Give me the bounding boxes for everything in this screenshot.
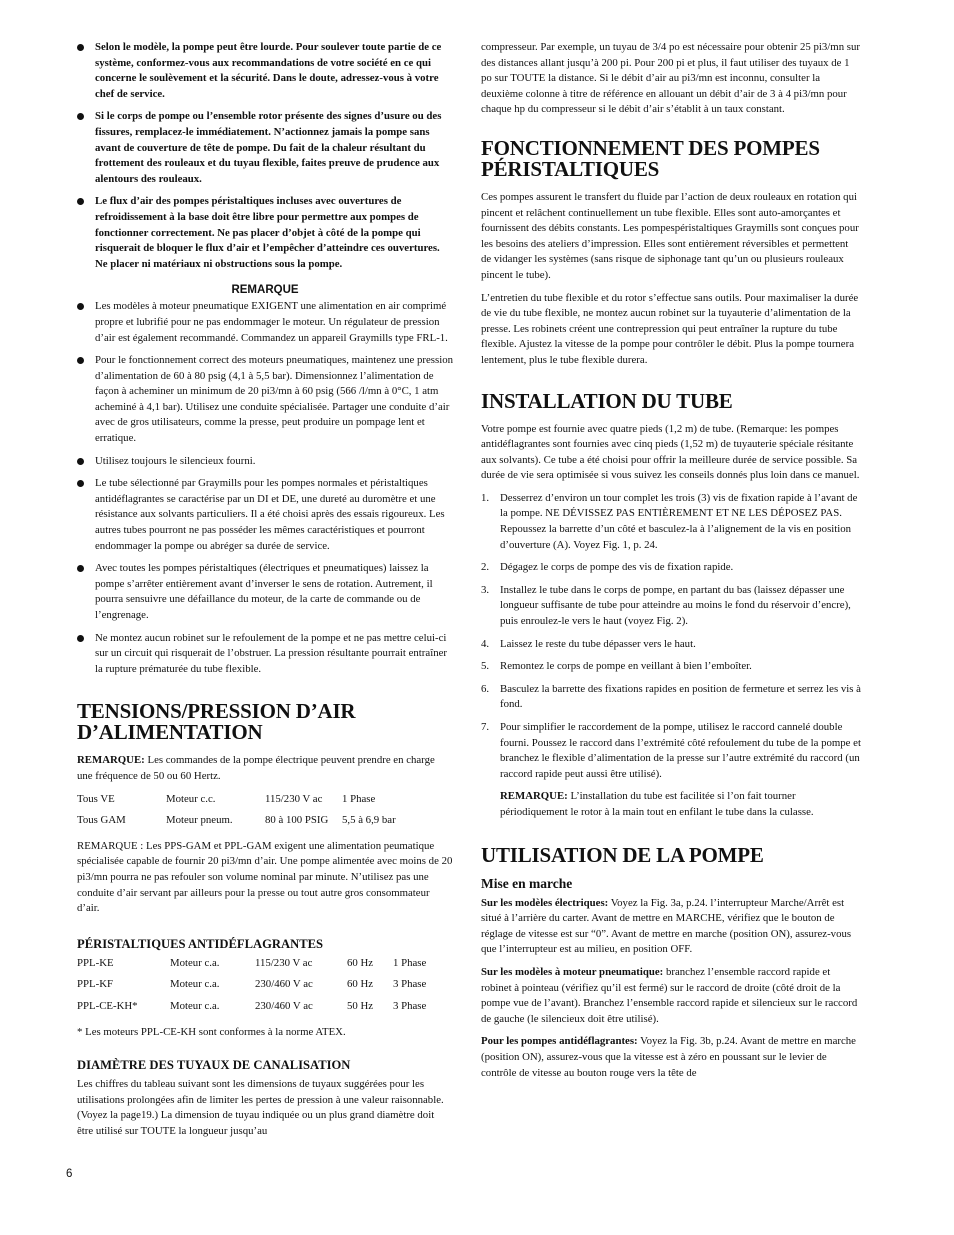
utilisation-antideflagrante: Pour les pompes antidéflagrantes: Voyez la Fig. 3b, p.24. Avant de mettre en marche (position ON), assurez-vous que la vitesse est à zéro en poussant sur le levier de contrôle de vitesse au bouton rouge vers la tête de [481, 1035, 856, 1079]
list-item: Avec toutes les pompes péristaltiques (électriques et pneumatiques) laissez la pompe s’arrêter entièrement avant d’inverser le sens de rotation. Autrement, il pourra sensuivre une défaillance du moteur, de la carte de commande ou de l’engrenage. [77, 561, 453, 623]
bullet-icon [77, 565, 84, 572]
antideflagrantes-table [77, 956, 426, 1021]
list-item: 1. Desserrez d’environ un tour complet les trois (3) vis de fixation rapide à l’avant de la pompe. NE DÉVISSEZ PAS ENTIÈREMENT ET NE LES DÉPOSEZ PAS. Repoussez la barrette d’un côté et basculez-la à l’alignement de la vis en position d’ouverture (A). Voyez Fig. 1, p. 24. [481, 491, 858, 551]
diametre-text-continued: compresseur. Par exemple, un tuyau de 3/4 po est nécessaire pour obtenir 25 pi3/mn sur des distances allant jusqu’à 200 pi. Pour 200 pi et plus, il faut utiliser des tuyaux de 1 po sur TOUTE la distance. Si le débit d’air au pi3/mn est inconnu, consulter la deuxième colonne à titre de référence en allouant un débit d’air de 3 à 4 pi3/mn pour chaque hp du compresseur si le débit d’air s’établit à un taux constant. [481, 41, 860, 116]
safety-warnings-list [77, 40, 453, 272]
list-item: Utilisez toujours le silencieux fourni. [77, 454, 453, 470]
bullet-icon [77, 357, 84, 364]
utilisation-electrique: Sur les modèles électriques: Voyez la Fig. 3a, p.24. l’interrupteur Marche/Arrêt est situé à l’arrière du carter. Avant de mettre en MARCHE, vérifiez que le bouton de réglage de vitesse est sur “0”. Avant de mettre en marche (position ON), assurez-vous que l’interrupteur est au milieu, en position OFF. [481, 896, 852, 956]
installation-heading: INSTALLATION DU TUBE [481, 388, 733, 413]
list-item: Selon le modèle, la pompe peut être lourde. Pour soulever toute partie de ce système, conformez-vous aux recommandations de votre société en ce qui concerne le soulèvement et la sécurité. Dans le doute, adressez-vous à votre chef de service. [77, 40, 453, 102]
bullet-icon [77, 480, 84, 487]
utilisation-heading: UTILISATION DE LA POMPE [481, 842, 764, 867]
installation-note: REMARQUE: L’installation du tube est facilitée si l’on fait tourner périodiquement le rotor à la main tout en enfilant le tube dans la culasse. [500, 790, 814, 818]
list-item: 3. Installez le tube dans le corps de pompe, en partant du bas (laissez dépasser une longueur suffisante de tube pour atteindre au moins le fond du réservoir d’encre), puis enroulez-le vers le haut (voyez Fig. 2). [481, 583, 851, 628]
list-item: Pour le fonctionnement correct des moteurs pneumatiques, maintenez une pression d’alimentation de 60 à 80 psig (4,1 à 5,5 bar). Dimensionnez l’alimentation de façon à acheminer un minimum de 20 pi3/mn à 60 psig (566 /l/mn à 0°C, 1 atm acheminé à 4,1 bar). Utilisez une conduite spécialisée. Partager une conduite d’air avec de gros utilisateurs, comme la presse, peut produire un pompage lent et erratique. [77, 353, 453, 447]
tensions-table [77, 792, 396, 835]
list-item: Le flux d’air des pompes péristaltiques incluses avec ouvertures de refroidissement à la base doit être libre pour permettre aux pompes de fonctionner correctement. Ne pas placer d’objet à côté de la pompe qui risquerait de bloquer le flux d’air et l’empêcher d’atteindre ces ouvertures. Ne placer ni matériaux ni obstructions sous la pompe. [77, 194, 453, 272]
bullet-icon [77, 458, 84, 465]
remarque-list [77, 299, 453, 677]
list-item: Si le corps de pompe ou l’ensemble rotor présente des signes d’usure ou des fissures, remplacez-le immédiatement. N’actionnez jamais la pompe sans avant de couverture de tête de pompe. Du fait de la chaleur résultant du frottement des rouleaux et du tuyau flexible, faites preuve de prudence aux alentours des rouleaux. [77, 109, 453, 187]
fonctionnement-paragraph-2: L’entretien du tube flexible et du rotor s’effectue sans outils. Pour maximaliser la durée de vie du tube flexible, ne montez aucun robinet sur la tuyauterie d’alimentation de la presse. Les robinets créent une contrepression qui peut entraîner la rupture du tube flexible. Ajustez la vitesse de la pompe pour contrôler le débit. Plus la pompe tournera lentement, plus le tube flexible durera. [481, 291, 859, 366]
tensions-note-2: REMARQUE : Les PPS-GAM et PPL-GAM exigent une alimentation peumatique spécialisée capable de fournir 20 pi3/mn d’air. Une pompe alimentée avec moins de 20 pi3/mn pourra ne pas refouler son volume nominal par minute. N’utilisez pas une conduite d’air servant par ailleurs pour la presse ou tout autre gros consommateur d’air. [77, 839, 453, 915]
diametre-heading: DIAMÈTRE DES TUYAUX DE CANALISATION [77, 1058, 351, 1073]
tensions-note: REMARQUE: Les commandes de la pompe électrique peuvent prendre en charge une fréquence de 50 ou 60 Hertz. [77, 754, 435, 782]
right-column [481, 40, 861, 1088]
remarque-heading: REMARQUE [231, 284, 299, 297]
list-item: 2. Dégagez le corps de pompe des vis de fixation rapide. [481, 561, 734, 574]
fonctionnement-heading: FONCTIONNEMENT DES POMPES PÉRISTALTIQUES [481, 135, 820, 181]
list-item: 7. Pour simplifier le raccordement de la pompe, utilisez le raccord cannelé double fourni. Poussez le raccord dans l’extrémité côté refoulement du tube de la pompe et branchez le flexible d’alimentation de la presse sur l’autre extrémité du raccord (un raccord rapide peut aussi être utilisé). [481, 721, 861, 780]
installation-steps [481, 491, 861, 783]
bullet-icon [77, 303, 84, 310]
bullet-icon [77, 635, 84, 642]
bullet-icon [77, 198, 84, 205]
table-row: PPL-KF Moteur c.a. 230/460 V ac 60 Hz 3 Phase [77, 978, 427, 991]
atex-footnote: * Les moteurs PPL-CE-KH sont conformes à la norme ATEX. [77, 1025, 346, 1038]
list-item: Le tube sélectionné par Graymills pour les pompes normales et péristaltiques antidéflagrantes se caractérise par un DI et DE, une dureté au duromètre et une résistance aux solvants particuliers. Il a été choisi après des essais rigoureux. Les autres tubes pourront ne pas posséder les mêmes caractéristiques et pourront endommager la pompe ou abréger sa durée de service. [77, 476, 453, 554]
tensions-heading: TENSIONS/PRESSION D’AIR D’ALIMENTATION [77, 699, 356, 745]
diametre-text: Les chiffres du tableau suivant sont les dimensions de tuyaux suggérées pour les utilisations prolongées afin de limiter les pertes de pression à une valeur raisonnable. (Voyez la page19.) La dimension de tuyau indiquée ou un plus grand diamètre doit être utilisé sur TOUTE la longueur jusqu’au [77, 1078, 444, 1137]
bullet-icon [77, 44, 84, 51]
table-row: Tous VE Moteur c.c. 115/230 V ac 1 Phase [77, 792, 376, 805]
antideflagrantes-heading: PÉRISTALTIQUES ANTIDÉFLAGRANTES [77, 936, 324, 951]
list-item: Ne montez aucun robinet sur le refoulement de la pompe et ne pas mettre celui-ci sur un circuit qui risquerait de l’obstruer. La pression résultante pourrait entraîner la rupture prématurée du tube flexible. [77, 631, 453, 678]
installation-intro: Votre pompe est fournie avec quatre pieds (1,2 m) de tube. (Remarque: les pompes antidéflagrantes sont fournies avec cinq pieds (1,52 m) de tuyauterie spéciale résitante aux solvants). Ce tube a été choisi pour offrir la meilleure durée de service possible. Sa durée de vie sera optimisée si vous suivez les conseils donnés plus loin dans ce manuel. [481, 422, 860, 482]
list-item: 4. Laissez le reste du tube dépasser vers le haut. [481, 637, 696, 650]
table-row: PPL-KE Moteur c.a. 115/230 V ac 60 Hz 1 Phase [77, 956, 427, 969]
page-number: 6 [66, 1168, 73, 1180]
table-row: Tous GAM Moteur pneum. 80 à 100 PSIG 5,5 à 6,9 bar [77, 814, 396, 827]
table-row: PPL-CE-KH* Moteur c.a. 230/460 V ac 50 Hz 3 Phase [77, 999, 427, 1012]
list-item: 6. Basculez la barrette des fixations rapides en position de fermeture et serrez les vis à fond. [481, 682, 861, 711]
left-column [77, 40, 453, 1146]
fonctionnement-paragraph-1: Ces pompes assurent le transfert du fluide par l’action de deux rouleaux en rotation qui pincent et relâchent continuellement un tube flexible. Elles sont auto-amorçantes et fournissent des débits constants. Les pompespéristaltiques Graymills sont conçues pour les besoins des ateliers d’impression. Elles sont entièrement réversibles et permettent de vidanger les systèmes (sans risque de siphonage tant qu’un ou plusieurs rouleaux pincent le tube). [481, 190, 859, 281]
list-item: 5. Remontez le corps de pompe en veillant à bien l’emboîter. [481, 660, 752, 673]
list-item: Les modèles à moteur pneumatique EXIGENT une alimentation en air comprimé propre et lubrifié pour ne pas endommager le moteur. Un régulateur de pression d’air est également recommandé. Commandez un appareil Graymills type FRL-1. [77, 299, 453, 346]
utilisation-pneumatique: Sur les modèles à moteur pneumatique: branchez l’ensemble raccord rapide et robinet à pointeau (vérifiez qu’il est fermé) sur le raccord de droite (côté droit de la pompe vue de l’avant). Branchez l’ensemble raccord rapide et silencieux sur le raccord de gauche (le silencieux doit être utilisé). [481, 965, 858, 1025]
bullet-icon [77, 113, 84, 120]
mise-en-marche-subheading: Mise en marche [481, 875, 573, 891]
